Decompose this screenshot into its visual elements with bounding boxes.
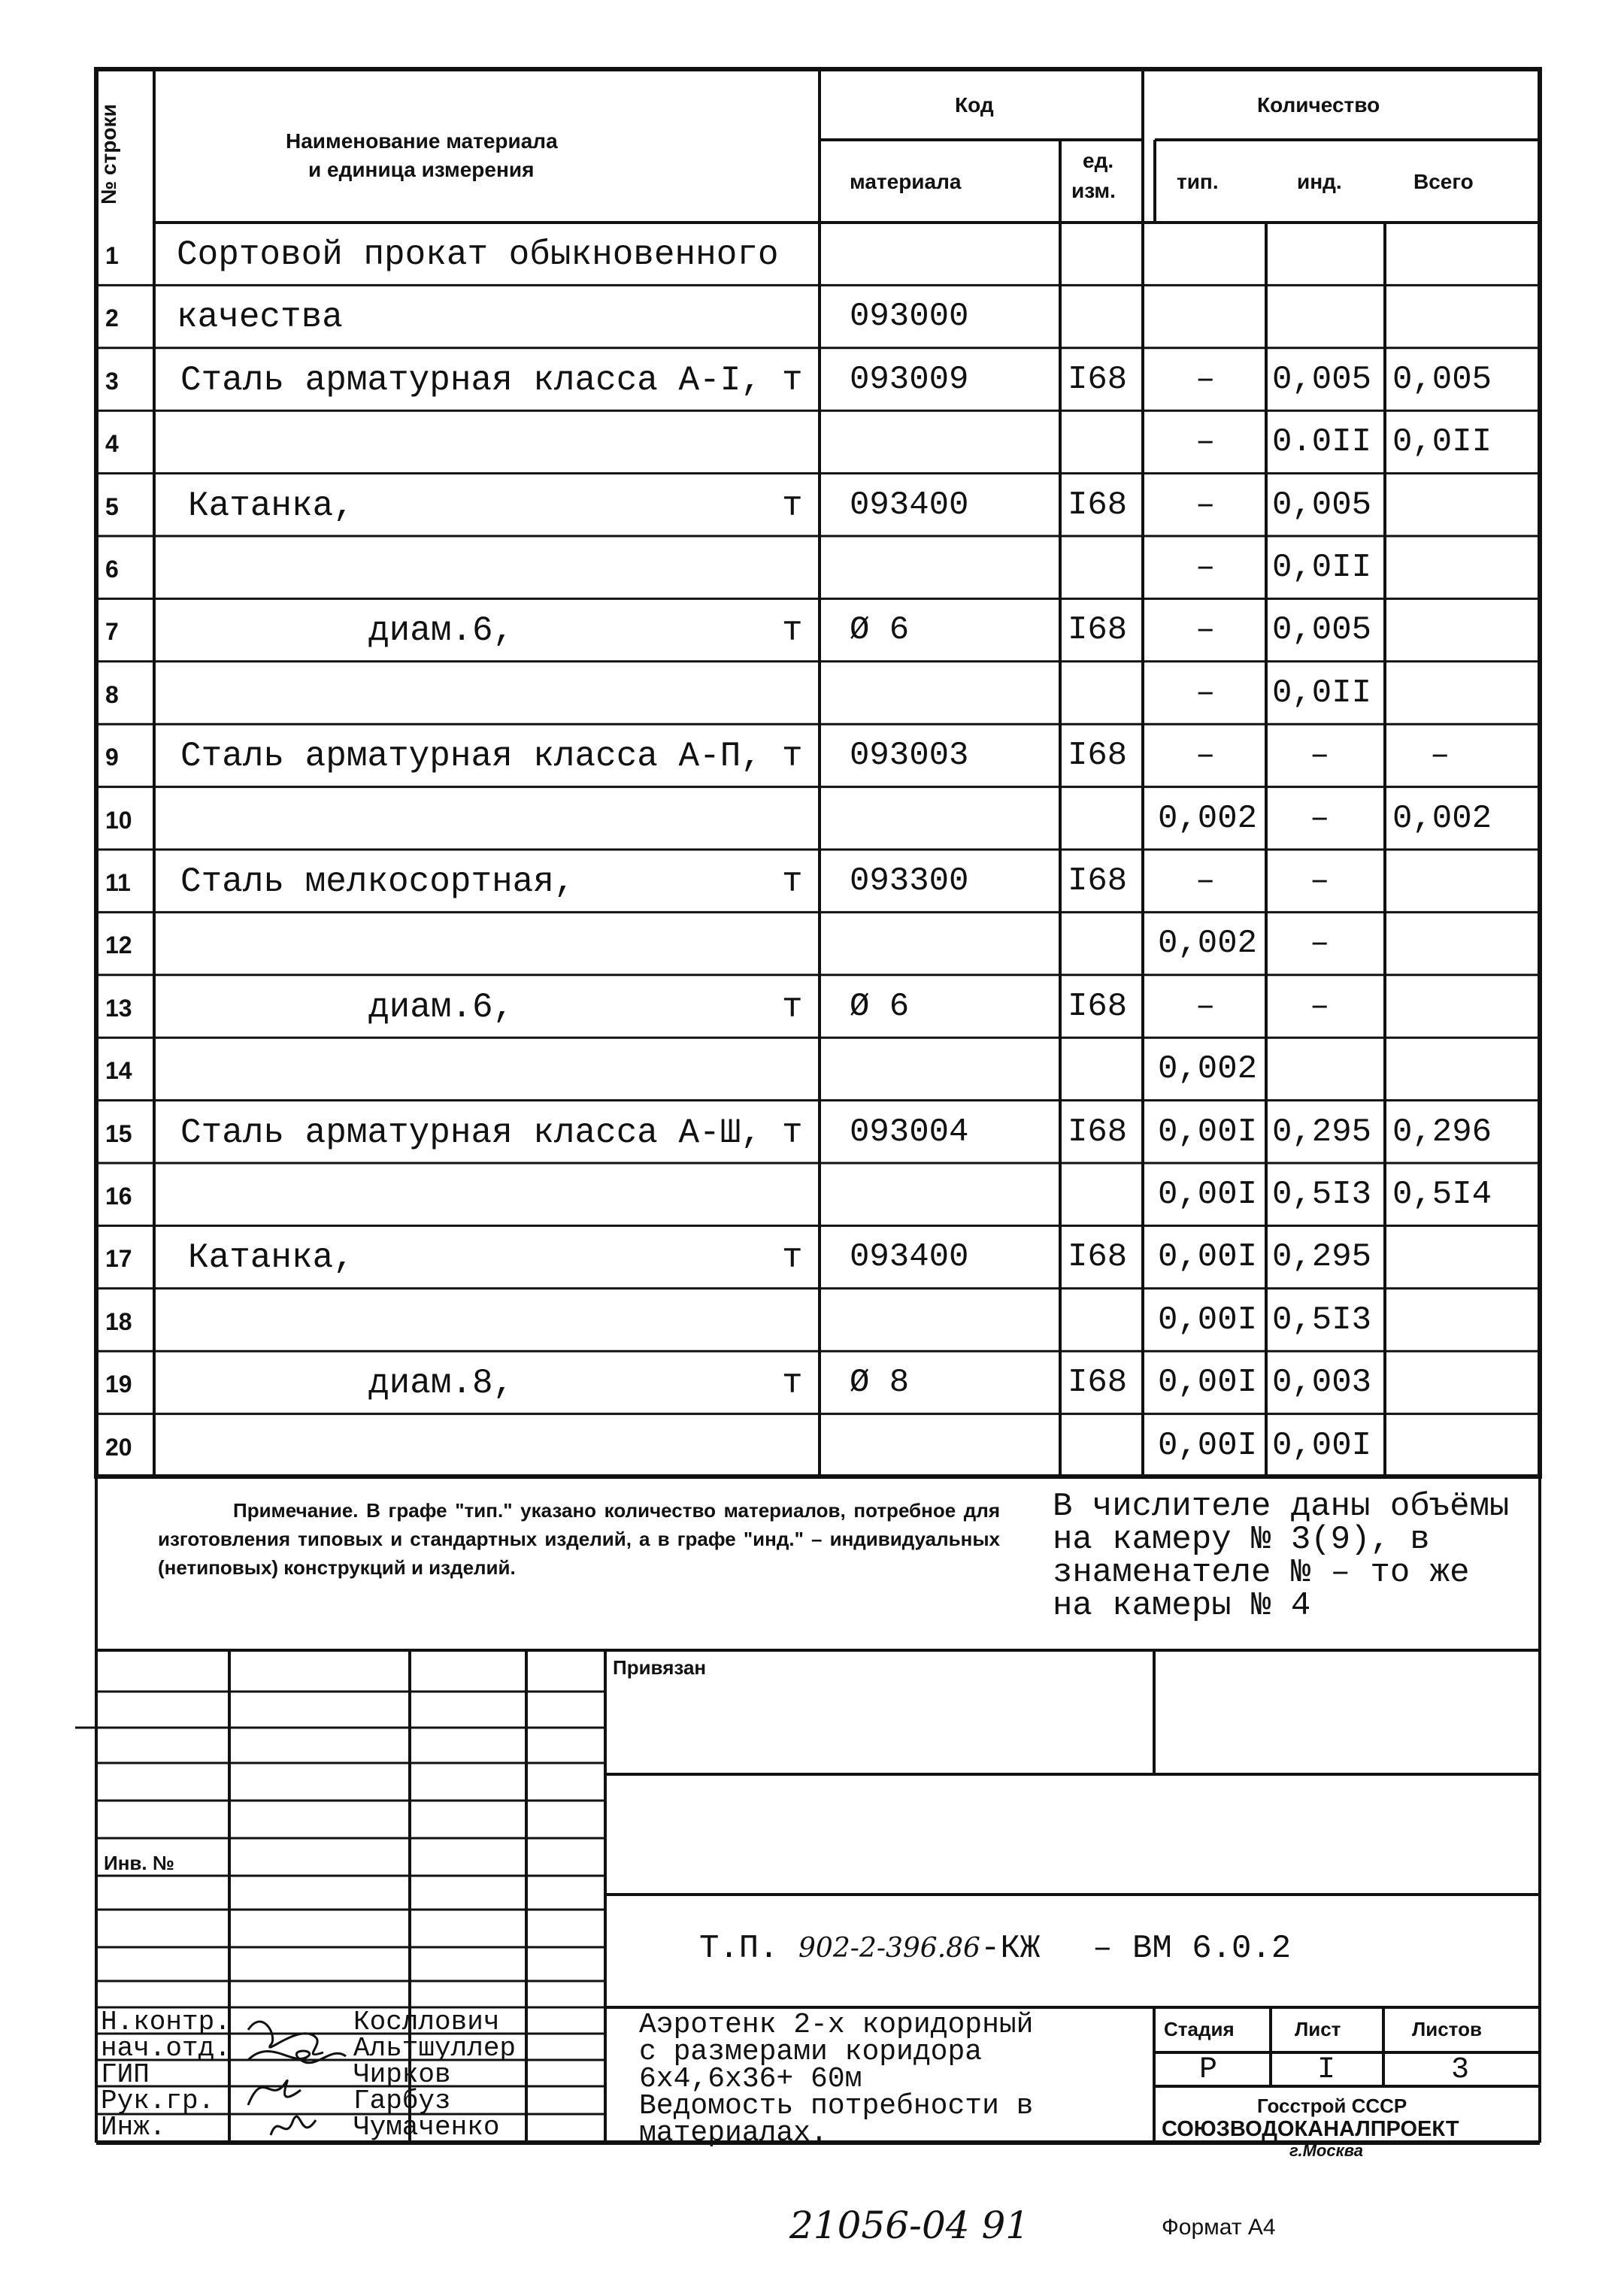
row-qty-typ: 0,002 <box>1158 1050 1258 1089</box>
row-unit-suffix: т <box>782 737 803 777</box>
header-material: материала <box>850 170 962 193</box>
row-qty-ind: 0,295 <box>1272 1113 1372 1151</box>
row-number: 16 <box>105 1183 132 1210</box>
row-unit-suffix: т <box>782 862 803 901</box>
org-city: г.Москва <box>1289 2141 1363 2160</box>
row-name: диам.6, <box>368 611 514 651</box>
sheets-value: 3 <box>1451 2053 1470 2087</box>
row-material-code: 093009 <box>850 360 969 398</box>
header-name-line1: Наименование материала <box>286 129 558 153</box>
row-unit-code: I68 <box>1068 1364 1128 1402</box>
row-qty-ind: 0,005 <box>1272 360 1372 398</box>
row-qty-typ: – <box>1195 674 1216 712</box>
row-name: Катанка, <box>188 486 354 526</box>
row-name: Сортовой прокат обыкновенного <box>177 235 779 274</box>
row-unit-suffix: т <box>782 486 803 526</box>
row-number: 14 <box>105 1057 132 1085</box>
row-number: 2 <box>105 304 119 332</box>
row-qty-ind: 0,005 <box>1272 611 1372 650</box>
header-typ: тип. <box>1177 170 1219 193</box>
role-title: ГИП <box>101 2059 150 2090</box>
row-unit-code: I68 <box>1068 987 1128 1025</box>
header-ind: инд. <box>1297 170 1342 193</box>
row-number: 7 <box>105 618 119 646</box>
row-number: 17 <box>105 1245 132 1273</box>
sheet-value: I <box>1317 2053 1336 2087</box>
row-qty-typ: – <box>1195 486 1216 524</box>
row-qty-typ: – <box>1195 611 1216 650</box>
row-material-code: 093400 <box>850 1238 969 1277</box>
row-qty-ind: – <box>1310 987 1330 1025</box>
row-number: 15 <box>105 1119 132 1147</box>
row-number: 8 <box>105 680 119 708</box>
row-material-code: 093400 <box>850 486 969 524</box>
row-number: 9 <box>105 744 119 771</box>
row-qty-typ: 0,002 <box>1158 799 1258 838</box>
row-qty-ind: 0,003 <box>1272 1364 1372 1402</box>
title-line: с размерами коридора <box>639 2036 983 2068</box>
row-name: диам.8, <box>368 1364 514 1404</box>
title-line: материалах. <box>639 2117 828 2149</box>
row-qty-ind: 0,0II <box>1272 674 1372 712</box>
header-row-number: № строки <box>97 104 120 204</box>
row-material-code: Ø 6 <box>850 611 910 650</box>
row-name: качества <box>177 298 343 338</box>
role-person-name: Гарбуз <box>353 2086 451 2116</box>
row-name: Сталь арматурная класса А-П, <box>180 737 762 777</box>
row-qty-ind: – <box>1310 925 1330 963</box>
row-qty-typ: – <box>1195 549 1216 586</box>
row-number: 6 <box>105 556 119 583</box>
sheet-label: Лист <box>1295 2018 1341 2040</box>
row-number: 5 <box>105 492 119 520</box>
row-qty-ind: 0,5I3 <box>1272 1176 1372 1213</box>
row-material-code: 093000 <box>850 298 969 336</box>
row-qty-total: 0,0II <box>1392 423 1492 462</box>
row-qty-ind: – <box>1310 737 1330 775</box>
row-qty-typ: – <box>1195 737 1216 775</box>
row-qty-total: 0,296 <box>1392 1113 1492 1151</box>
format-label: Формат А4 <box>1162 2215 1276 2240</box>
row-qty-typ: 0,00I <box>1158 1238 1258 1277</box>
role-person-name: Альтшуллер <box>353 2033 517 2064</box>
header-code: Код <box>955 93 994 117</box>
row-qty-ind: – <box>1310 862 1330 900</box>
row-qty-ind: – <box>1310 799 1330 838</box>
row-unit-suffix: т <box>782 987 803 1027</box>
row-name: Катанка, <box>188 1238 354 1278</box>
role-title: Рук.гр. <box>101 2086 215 2116</box>
row-name: диам.6, <box>368 987 514 1027</box>
row-number: 4 <box>105 430 119 458</box>
row-name: Сталь арматурная класса А-I, <box>180 360 762 400</box>
row-unit-suffix: т <box>782 1238 803 1278</box>
header-quantity: Количество <box>1257 93 1380 117</box>
row-material-code: 093004 <box>850 1113 969 1151</box>
row-qty-typ: 0,00I <box>1158 1176 1258 1213</box>
row-qty-ind: 0,00I <box>1272 1426 1372 1465</box>
row-unit-suffix: т <box>782 360 803 400</box>
note-right: В числителе даны объёмы на камеру № 3(9), в знаменателе № – то же на камеры № 4 <box>1053 1488 1510 1625</box>
row-number: 10 <box>105 806 132 834</box>
row-unit-code: I68 <box>1068 486 1128 524</box>
row-qty-typ: 0,002 <box>1158 925 1258 963</box>
row-material-code: 093003 <box>850 737 969 775</box>
stage-label: Стадия <box>1164 2018 1235 2040</box>
privyazan-label: Привязан <box>613 1656 707 1679</box>
stage-value: Р <box>1199 2053 1218 2087</box>
row-qty-typ: – <box>1195 862 1216 900</box>
row-unit-code: I68 <box>1068 737 1128 775</box>
row-number: 20 <box>105 1433 132 1461</box>
signatures <box>248 2022 346 2135</box>
title-line: Аэротенк 2-х коридорный <box>639 2009 1034 2041</box>
row-qty-total: 0,5I4 <box>1392 1176 1492 1213</box>
row-name: Сталь арматурная класса А-Ш, <box>180 1113 762 1153</box>
row-qty-typ: 0,00I <box>1158 1113 1258 1151</box>
org-gosstroy: Госстрой СССР <box>1257 2095 1407 2117</box>
row-unit-code: I68 <box>1068 1113 1128 1151</box>
row-number: 18 <box>105 1307 132 1335</box>
row-name: Сталь мелкосортная, <box>180 862 575 901</box>
inventory-number-label: Инв. № <box>104 1852 174 1874</box>
row-qty-typ: – <box>1195 423 1216 462</box>
archive-number: 21056-04 91 <box>789 2204 1030 2247</box>
role-person-name: Чумаченко <box>353 2112 500 2143</box>
row-number: 19 <box>105 1371 132 1398</box>
row-qty-typ: 0,00I <box>1158 1426 1258 1465</box>
role-person-name: Чирков <box>353 2059 451 2090</box>
row-number: 1 <box>105 242 119 269</box>
row-unit-code: I68 <box>1068 862 1128 900</box>
row-qty-total: – <box>1430 737 1450 775</box>
row-qty-ind: 0,0II <box>1272 549 1372 586</box>
role-person-name: Косллович <box>353 2007 500 2037</box>
header-name-line2: и единица измерения <box>308 158 535 181</box>
header-total: Всего <box>1413 170 1474 193</box>
row-unit-suffix: т <box>782 1113 803 1153</box>
title-line: Ведомость потребности в <box>639 2090 1034 2122</box>
title-line: 6х4,6х36+ 60м <box>639 2063 862 2095</box>
row-unit-code: I68 <box>1068 1238 1128 1277</box>
row-unit-suffix: т <box>782 611 803 651</box>
document-code: Т.П. 902-2-396.86-КЖ – ВМ 6.0.2 <box>699 1930 1292 1967</box>
row-material-code: Ø 6 <box>850 987 910 1025</box>
row-number: 13 <box>105 994 132 1022</box>
row-number: 11 <box>105 869 131 896</box>
row-qty-typ: – <box>1195 987 1216 1025</box>
note-left: Примечание. В графе "тип." указано количество материалов, потребное для изготовления типовых и стандартных изделий, а в графе "инд." – индивидуальных (нетиповых) конструкций и изделий. <box>158 1499 1000 1579</box>
row-unit-code: I68 <box>1068 360 1128 398</box>
row-unit-suffix: т <box>782 1364 803 1404</box>
row-material-code: Ø 8 <box>850 1364 910 1402</box>
header-unit-2: изм. <box>1071 179 1116 202</box>
row-material-code: 093300 <box>850 862 969 900</box>
row-qty-ind: 0,5I3 <box>1272 1301 1372 1339</box>
role-title: Н.контр. <box>101 2007 231 2037</box>
row-qty-total: 0,005 <box>1392 360 1492 398</box>
role-title: Инж. <box>101 2112 166 2143</box>
row-qty-typ: – <box>1195 360 1216 398</box>
header-unit-1: ед. <box>1083 149 1114 172</box>
row-qty-typ: 0,00I <box>1158 1364 1258 1402</box>
sheets-label: Листов <box>1412 2018 1482 2040</box>
row-unit-code: I68 <box>1068 611 1128 650</box>
org-soyuzvodokanalproekt: СОЮЗВОДОКАНАЛПРОЕКТ <box>1162 2117 1459 2141</box>
role-title: нач.отд. <box>101 2033 231 2064</box>
row-number: 12 <box>105 931 132 959</box>
row-qty-ind: 0,295 <box>1272 1238 1372 1277</box>
row-qty-ind: 0.0II <box>1272 423 1372 462</box>
row-number: 3 <box>105 367 119 395</box>
row-qty-typ: 0,00I <box>1158 1301 1258 1339</box>
row-qty-total: 0,002 <box>1392 799 1492 838</box>
row-qty-ind: 0,005 <box>1272 486 1372 524</box>
